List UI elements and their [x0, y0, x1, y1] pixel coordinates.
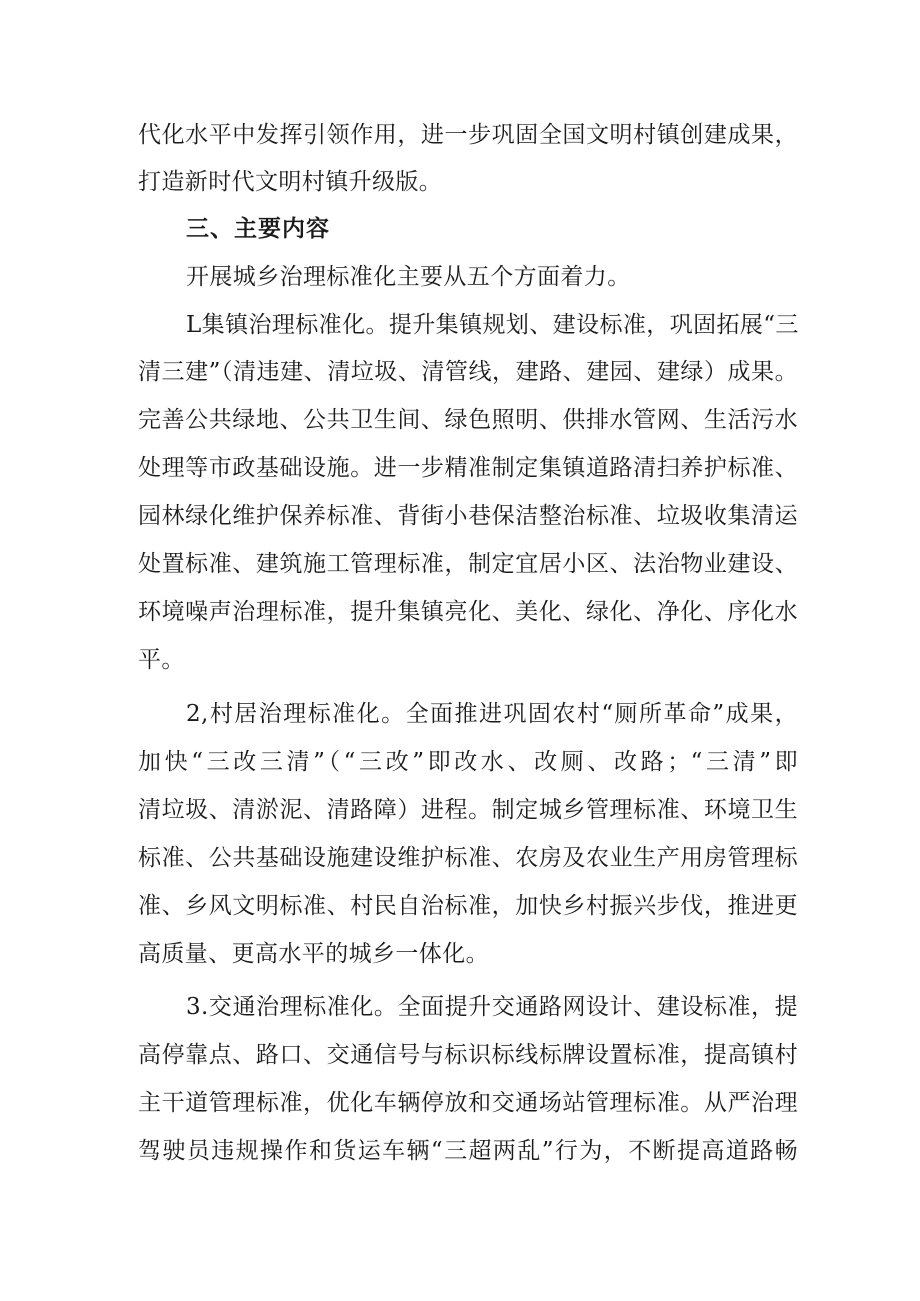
item3-line-3: 主干道管理标准，优化车辆停放和交通场站管理标准。从严治理: [138, 1090, 798, 1116]
item2-line-4: 标准、公共基础设施建设维护标准、农房及农业生产用房管理标: [138, 845, 798, 871]
item3-line-1: 3.交通治理标准化。全面提升交通路网设计、建设标准，提: [186, 994, 798, 1020]
item2-line-6: 高质量、更高水平的城乡一体化。: [138, 941, 489, 967]
item1-line-6: 处置标准、建筑施工管理标准，制定宜居小区、法治物业建设、: [138, 551, 798, 577]
intro-line-2: 打造新时代文明村镇升级版。: [138, 169, 443, 195]
item1-line-3: 完善公共绿地、公共卫生间、绿色照明、供排水管网、生活污水: [138, 407, 798, 433]
item2-line-2: 加快“三改三清”（“三改”即改水、改厕、改路；“三清”即: [138, 749, 798, 775]
item2-line-3: 清垃圾、清淤泥、清路障）进程。制定城乡管理标准、环境卫生: [138, 797, 798, 823]
item1-line-8: 平。: [138, 647, 185, 673]
intro-line-1: 代化水平中发挥引领作用，进一步巩固全国文明村镇创建成果，: [138, 122, 798, 148]
item2-line-1: 2,村居治理标准化。全面推进巩固农村“厕所革命”成果，: [186, 701, 798, 727]
item3-line-2: 高停靠点、路口、交通信号与标识标线标牌设置标准，提高镇村: [138, 1042, 798, 1068]
item3-line-4: 驾驶员违规操作和货运车辆“三超两乱”行为，不断提高道路畅: [138, 1138, 798, 1164]
section-heading: 三、主要内容: [186, 216, 330, 242]
item1-line-2: 清三建”（清违建、清垃圾、清管线，建路、建园、建绿）成果。: [138, 359, 798, 385]
item2-line-5: 准、乡风文明标准、村民自治标准，加快乡村振兴步伐，推进更: [138, 893, 798, 919]
summary-paragraph: 开展城乡治理标准化主要从五个方面着力。: [186, 264, 631, 290]
item1-line-5: 园林绿化维护保养标准、背街小巷保洁整治标准、垃圾收集清运: [138, 503, 798, 529]
item1-line-7: 环境噪声治理标准，提升集镇亮化、美化、绿化、净化、序化水: [138, 599, 798, 625]
item1-line-4: 处理等市政基础设施。进一步精准制定集镇道路清扫养护标准、: [138, 455, 798, 481]
item1-line-1: L集镇治理标准化。提升集镇规划、建设标准，巩固拓展“三: [186, 312, 799, 338]
